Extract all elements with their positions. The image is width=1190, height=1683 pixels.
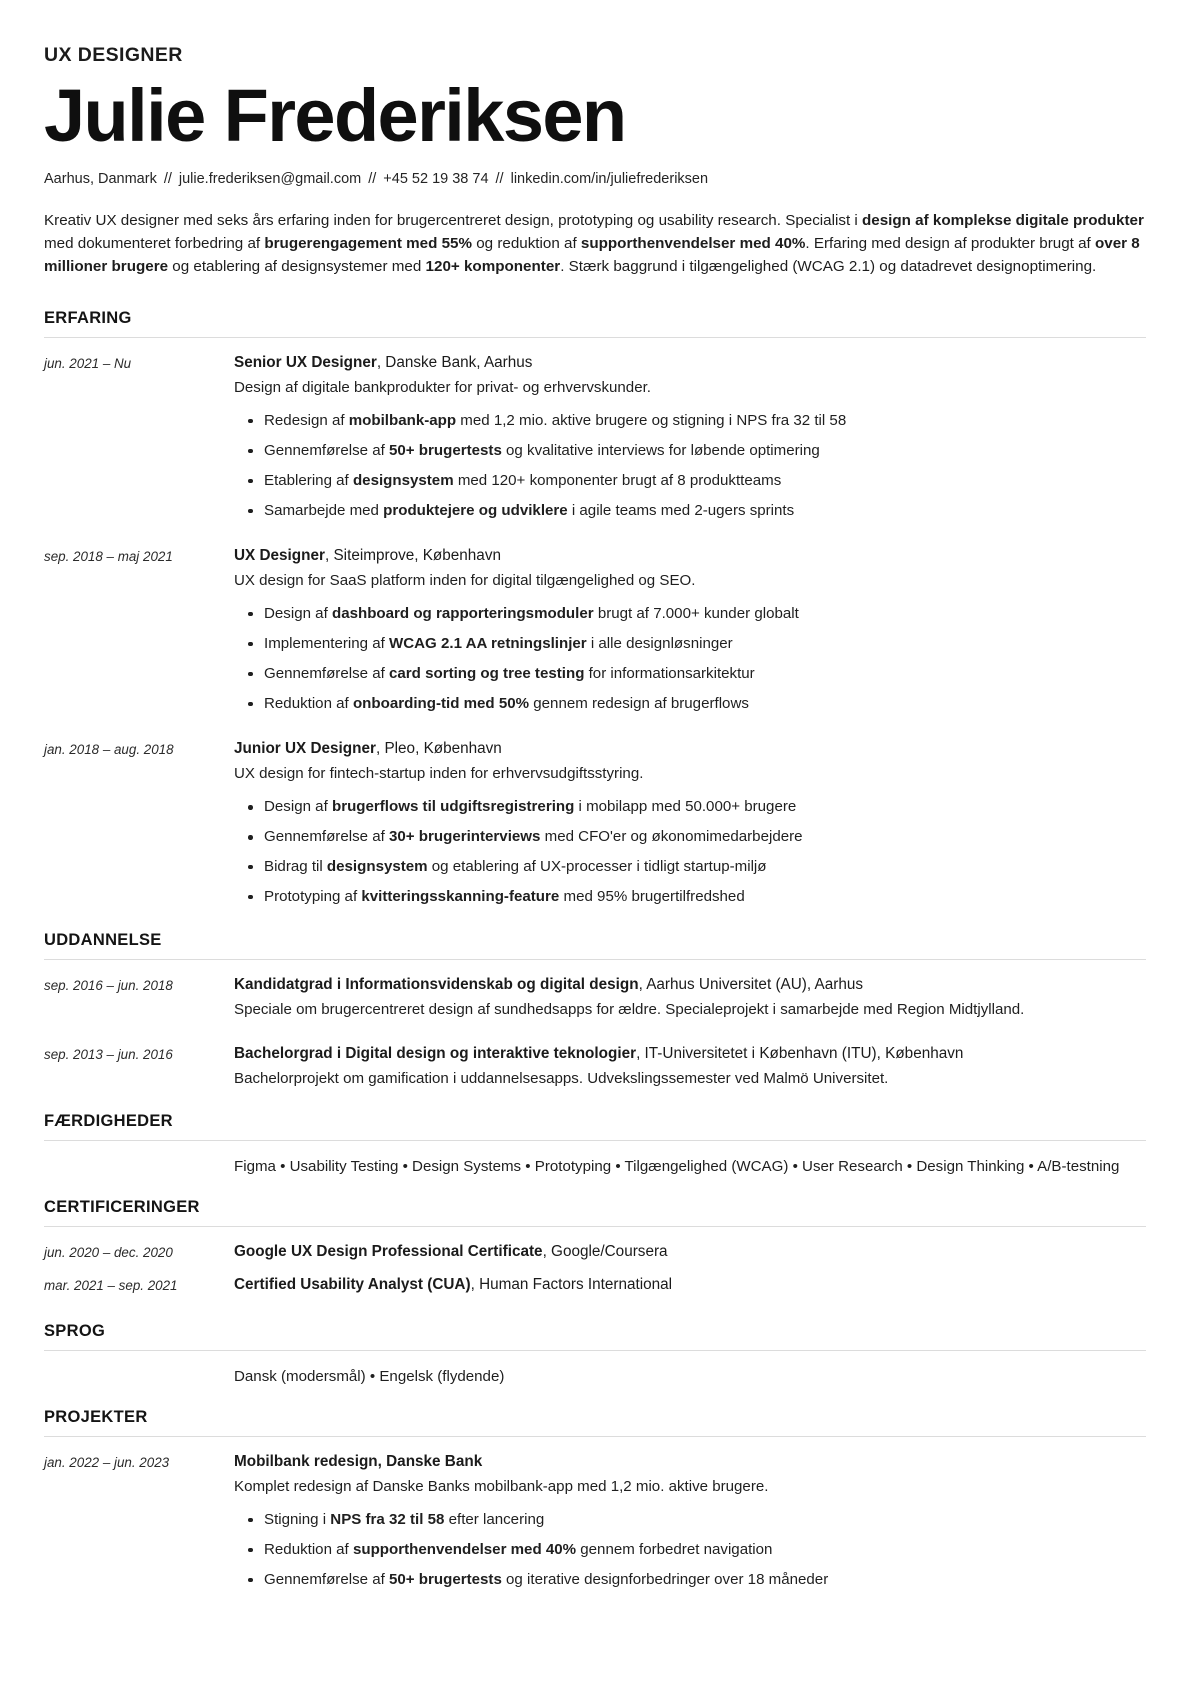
section-title-education: UDDANNELSE	[44, 930, 162, 949]
section-divider-certifications	[44, 1226, 1146, 1227]
section-divider-languages	[44, 1350, 1146, 1351]
entry-bullet: Design af dashboard og rapporteringsmoduler brugt af 7.000+ kunder globalt	[234, 603, 1146, 626]
section-divider-skills	[44, 1140, 1146, 1141]
entry-description: Bachelorprojekt om gamification i uddannelsesapps. Udvekslingssemester ved Malmö Universitet.	[234, 1070, 889, 1088]
resume-entry	[44, 974, 1146, 1021]
entry-heading: UX Designer, Siteimprove, København	[234, 546, 501, 564]
entry-heading: Junior UX Designer, Pleo, København	[234, 739, 502, 757]
contact-separator-1: //	[163, 171, 172, 188]
entry-body	[234, 974, 1146, 1021]
entry-heading: Google UX Design Professional Certificate, Google/Coursera	[234, 1242, 668, 1260]
section-certifications	[44, 1198, 1146, 1319]
entry-heading: Mobilbank redesign, Danske Bank	[234, 1452, 483, 1470]
entry-description: UX design for SaaS platform inden for digital tilgængelighed og SEO.	[234, 571, 696, 589]
entry-heading: Kandidatgrad i Informationsvidenskab og digital design, Aarhus Universitet (AU), Aarhus	[234, 975, 864, 993]
languages-date-spacer	[44, 1365, 234, 1389]
certification-row	[44, 1241, 1146, 1264]
entry-bullet: Bidrag til designsystem og etablering af UX-processer i tidligt startup-miljø	[234, 856, 1146, 879]
entry-heading: Senior UX Designer, Danske Bank, Aarhus	[234, 353, 533, 371]
entry-description: Design af digitale bankprodukter for privat- og erhvervskunder.	[234, 378, 651, 396]
entry-bullet-list	[234, 796, 1146, 909]
contact-linkedin[interactable]: linkedin.com/in/juliefrederiksen	[510, 171, 709, 188]
section-divider-experience	[44, 337, 1146, 338]
section-experience	[44, 309, 1146, 909]
entry-bullet: Implementering af WCAG 2.1 AA retningslinjer i alle designløsninger	[234, 633, 1146, 656]
entry-body	[234, 352, 1146, 523]
section-skills	[44, 1112, 1146, 1179]
entry-date: sep. 2016 – jun. 2018	[44, 977, 173, 993]
entry-bullet-list	[234, 1509, 1146, 1592]
section-projects	[44, 1408, 1146, 1592]
section-title-certifications: CERTIFICERINGER	[44, 1197, 200, 1216]
entry-date: jun. 2021 – Nu	[44, 355, 132, 371]
section-education	[44, 931, 1146, 1091]
entry-bullet-list	[234, 603, 1146, 716]
entry-bullet: Gennemførelse af 50+ brugertests og iterative designforbedringer over 18 måneder	[234, 1569, 1146, 1592]
section-title-projects: PROJEKTER	[44, 1407, 148, 1426]
entry-date: jan. 2022 – jun. 2023	[44, 1454, 170, 1470]
entry-body	[234, 545, 1146, 716]
resume-entry	[44, 352, 1146, 523]
skills-date-spacer	[44, 1155, 234, 1179]
skills-entry	[44, 1155, 1146, 1179]
job-title-line: UX DESIGNER	[44, 44, 183, 66]
skills-body	[234, 1155, 1146, 1179]
contact-phone[interactable]: +45 52 19 38 74	[383, 171, 489, 188]
entry-description: UX design for fintech-startup inden for erhvervsudgiftsstyring.	[234, 764, 644, 782]
entry-heading: Bachelorgrad i Digital design og interaktive teknologier, IT-Universitetet i København (ITU), København	[234, 1045, 964, 1063]
entry-date: sep. 2013 – jun. 2016	[44, 1047, 173, 1063]
candidate-name: Julie Frederiksen	[44, 74, 626, 157]
entry-date: jun. 2020 – dec. 2020	[44, 1244, 173, 1260]
entry-date: mar. 2021 – sep. 2021	[44, 1277, 178, 1293]
entry-bullet: Redesign af mobilbank-app med 1,2 mio. aktive brugere og stigning i NPS fra 32 til 58	[234, 410, 1146, 433]
professional-summary: Kreativ UX designer med seks års erfaring inden for brugercentreret design, prototyping og usability research. Specialist i design af komplekse digitale produkter med dokumenteret forbedring af brugerengagement med 55% og reduktion af supporthenvendelser med 40%. Erfaring med design af produkter brugt af over 8 millioner brugere og etablering af designsystemer med 120+ komponenter. Stærk baggrund i tilgængelighed (WCAG 2.1) og datadrevet designoptimering.	[44, 212, 1144, 276]
entry-bullet: Prototyping af kvitteringsskanning-feature med 95% brugertilfredshed	[234, 886, 1146, 909]
resume-entry	[44, 545, 1146, 716]
experience-entries	[44, 352, 1146, 909]
languages-list: Dansk (modersmål) • Engelsk (flydende)	[234, 1368, 505, 1386]
section-title-experience: ERFARING	[44, 308, 132, 327]
section-title-skills: FÆRDIGHEDER	[44, 1112, 173, 1131]
certifications-spacer	[44, 1296, 1146, 1318]
entry-description: Speciale om brugercentreret design af sundhedsapps for ældre. Specialeprojekt i samarbejde med Region Midtjylland.	[234, 1000, 1025, 1018]
certification-entries	[44, 1241, 1146, 1297]
entry-body	[234, 1451, 1146, 1592]
entry-description: Komplet redesign af Danske Banks mobilbank-app med 1,2 mio. aktive brugere.	[234, 1477, 769, 1495]
entry-bullet: Reduktion af onboarding-tid med 50% gennem redesign af brugerflows	[234, 693, 1146, 716]
entry-bullet: Etablering af designsystem med 120+ komponenter brugt af 8 produktteams	[234, 470, 1146, 493]
contact-location: Aarhus, Danmark	[44, 171, 157, 188]
section-divider-projects	[44, 1436, 1146, 1437]
resume-entry	[44, 1451, 1146, 1592]
entry-bullet: Gennemførelse af 30+ brugerinterviews med CFO'er og økonomimedarbejdere	[234, 826, 1146, 849]
section-title-languages: SPROG	[44, 1322, 106, 1341]
entry-heading: Certified Usability Analyst (CUA), Human Factors International	[234, 1275, 673, 1293]
project-entries	[44, 1451, 1146, 1592]
entry-body	[234, 738, 1146, 909]
languages-entry	[44, 1365, 1146, 1389]
entry-body	[234, 1043, 1146, 1090]
resume-entry	[44, 738, 1146, 909]
certification-row	[44, 1274, 1146, 1297]
entry-bullet: Gennemførelse af card sorting og tree testing for informationsarkitektur	[234, 663, 1146, 686]
contact-line	[44, 171, 1146, 187]
entry-bullet: Gennemførelse af 50+ brugertests og kvalitative interviews for løbende optimering	[234, 440, 1146, 463]
contact-email[interactable]: julie.frederiksen@gmail.com	[178, 171, 362, 188]
resume-entry	[44, 1043, 1146, 1090]
entry-bullet-list	[234, 410, 1146, 523]
education-entries	[44, 974, 1146, 1091]
entry-bullet: Design af brugerflows til udgiftsregistrering i mobilapp med 50.000+ brugere	[234, 796, 1146, 819]
entry-date: sep. 2018 – maj 2021	[44, 548, 173, 564]
entry-bullet: Stigning i NPS fra 32 til 58 efter lancering	[234, 1509, 1146, 1532]
skills-list: Figma • Usability Testing • Design Systems • Prototyping • Tilgængelighed (WCAG) • User Research • Design Thinking • A/B-testning	[234, 1158, 1120, 1176]
resume-header	[44, 44, 1146, 279]
section-divider-education	[44, 959, 1146, 960]
languages-body	[234, 1365, 1146, 1389]
contact-separator-2: //	[368, 171, 377, 188]
section-languages	[44, 1322, 1146, 1389]
contact-separator-3: //	[495, 171, 504, 188]
entry-bullet: Samarbejde med produktejere og udviklere i agile teams med 2-ugers sprints	[234, 500, 1146, 523]
entry-bullet: Reduktion af supporthenvendelser med 40% gennem forbedret navigation	[234, 1539, 1146, 1562]
entry-date: jan. 2018 – aug. 2018	[44, 741, 174, 757]
